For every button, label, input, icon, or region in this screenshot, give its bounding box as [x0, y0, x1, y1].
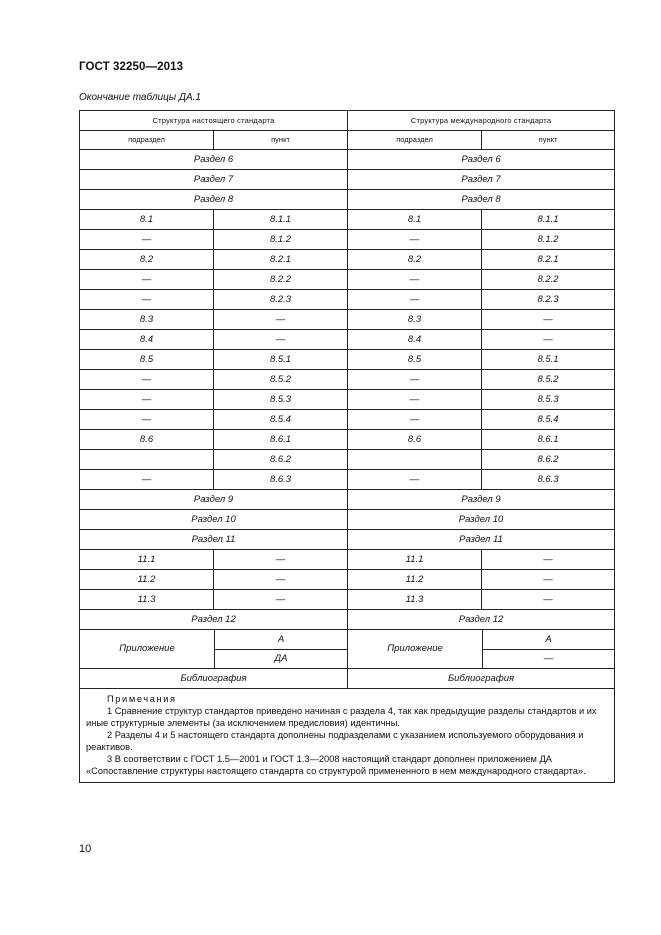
international-item-cell: 8.6.3 [482, 470, 615, 490]
international-item-cell: — [482, 590, 615, 610]
national-subsection-cell: — [80, 390, 214, 410]
international-subsection-cell: — [348, 390, 482, 410]
national-item-cell: 8.6.2 [214, 450, 348, 470]
national-subsection-cell: — [80, 270, 214, 290]
international-subsection-cell: — [348, 470, 482, 490]
national-subsection-cell: 8.6 [80, 430, 214, 450]
national-section-cell: Раздел 12 [80, 610, 348, 630]
national-appendix-item: А [215, 630, 348, 650]
national-item-cell: 8.2.2 [214, 270, 348, 290]
table-row [80, 350, 615, 370]
national-item-cell: — [214, 570, 348, 590]
international-subsection-cell: 8.3 [348, 310, 482, 330]
national-item-cell: 8.1.2 [214, 230, 348, 250]
international-subsection-cell: 8.4 [348, 330, 482, 350]
national-subsection-cell: 8.1 [80, 210, 214, 230]
table-row-appendix [80, 630, 615, 669]
national-appendix-cell [80, 630, 348, 669]
national-subsection-cell: — [80, 410, 214, 430]
national-section-cell: Раздел 6 [80, 150, 348, 170]
national-subsection-header: подраздел [80, 131, 214, 150]
table-row [80, 270, 615, 290]
table-row [80, 290, 615, 310]
table-row [80, 470, 615, 490]
national-subsection-cell: 8.3 [80, 310, 214, 330]
table-body [80, 150, 615, 783]
international-appendix-cell [348, 630, 615, 669]
table-row [80, 310, 615, 330]
national-section-cell: Раздел 11 [80, 530, 348, 550]
international-item-cell: 8.6.2 [482, 450, 615, 470]
international-item-cell: — [482, 550, 615, 570]
international-section-cell: Раздел 7 [348, 170, 615, 190]
table-row [80, 230, 615, 250]
table-row [80, 570, 615, 590]
national-item-cell: — [214, 330, 348, 350]
table-row-section [80, 170, 615, 190]
international-item-cell: 8.1.1 [482, 210, 615, 230]
national-appendix-label: Приложение [80, 630, 215, 668]
national-bibliography-cell: Библиография [80, 669, 348, 689]
table-row [80, 550, 615, 570]
international-subsection-cell: 11.2 [348, 570, 482, 590]
national-section-cell: Раздел 10 [80, 510, 348, 530]
notes-title: Примечания [107, 694, 177, 704]
notes-cell [80, 689, 615, 783]
international-section-cell: Раздел 6 [348, 150, 615, 170]
international-item-cell: 8.5.4 [482, 410, 615, 430]
international-subsection-cell: — [348, 230, 482, 250]
international-section-cell: Раздел 12 [348, 610, 615, 630]
national-subsection-cell: — [80, 290, 214, 310]
note-1: 1 Сравнение структур стандартов приведено начиная с раздела 4, так как предыдущие разделы стандартов и их иные структурные элементы (за исключением предисловия) идентичны. [86, 706, 597, 728]
international-subsection-cell [348, 450, 482, 470]
table-row [80, 390, 615, 410]
international-subsection-cell: 8.5 [348, 350, 482, 370]
table-row-section [80, 530, 615, 550]
national-subsection-cell: — [80, 230, 214, 250]
table-row-section [80, 510, 615, 530]
table-row [80, 430, 615, 450]
structure-comparison-table [79, 110, 615, 783]
national-item-cell: 8.5.2 [214, 370, 348, 390]
national-section-cell: Раздел 8 [80, 190, 348, 210]
national-item-cell: 8.6.1 [214, 430, 348, 450]
table-row [80, 370, 615, 390]
national-section-cell: Раздел 9 [80, 490, 348, 510]
international-item-cell: 8.5.2 [482, 370, 615, 390]
international-item-cell: 8.5.1 [482, 350, 615, 370]
international-item-cell: 8.1.2 [482, 230, 615, 250]
international-item-cell: — [482, 570, 615, 590]
national-item-cell: 8.5.3 [214, 390, 348, 410]
international-item-cell: 8.2.3 [482, 290, 615, 310]
table-row [80, 450, 615, 470]
international-section-cell: Раздел 9 [348, 490, 615, 510]
international-subsection-cell: 8.1 [348, 210, 482, 230]
table-row-section [80, 490, 615, 510]
table-row-section [80, 190, 615, 210]
national-subsection-cell: 8.5 [80, 350, 214, 370]
international-item-header: пункт [482, 131, 615, 150]
international-section-cell: Раздел 10 [348, 510, 615, 530]
international-appendix-item: — [543, 653, 554, 664]
international-subsection-cell: — [348, 370, 482, 390]
national-item-cell: 8.1.1 [214, 210, 348, 230]
international-appendix-label: Приложение [348, 630, 483, 668]
national-item-cell: 8.5.4 [214, 410, 348, 430]
national-item-cell: 8.5.1 [214, 350, 348, 370]
national-item-cell: — [214, 590, 348, 610]
international-section-cell: Раздел 11 [348, 530, 615, 550]
table-row-section [80, 610, 615, 630]
international-subsection-cell: 8.6 [348, 430, 482, 450]
national-subsection-cell: 11.1 [80, 550, 214, 570]
national-subsection-cell: 11.2 [80, 570, 214, 590]
national-item-cell: 8.6.3 [214, 470, 348, 490]
international-subsection-header: подраздел [348, 131, 482, 150]
national-item-header: пункт [214, 131, 348, 150]
international-item-cell: — [482, 310, 615, 330]
note-3: 3 В соответствии с ГОСТ 1.5—2001 и ГОСТ 1.3—2008 настоящий стандарт дополнен приложением ДА «Сопоставление структуры настоящего стандарта со структурой примененного в нем международного стандарта». [86, 754, 586, 776]
national-item-cell: — [214, 310, 348, 330]
international-item-cell: 8.5.3 [482, 390, 615, 410]
note-2: 2 Разделы 4 и 5 настоящего стандарта дополнены подразделами с указанием используемого оборудования и реактивов. [86, 730, 584, 752]
national-subsection-cell: — [80, 470, 214, 490]
international-subsection-cell: 8.2 [348, 250, 482, 270]
international-item-cell: — [482, 330, 615, 350]
international-subsection-cell: — [348, 410, 482, 430]
national-item-cell: 8.2.3 [214, 290, 348, 310]
national-subsection-cell: 8.4 [80, 330, 214, 350]
international-subsection-cell: — [348, 270, 482, 290]
national-structure-header: Структура настоящего стандарта [80, 111, 348, 131]
national-subsection-cell: — [80, 370, 214, 390]
international-section-cell: Раздел 8 [348, 190, 615, 210]
table-row [80, 410, 615, 430]
international-subsection-cell: 11.3 [348, 590, 482, 610]
international-item-cell: 8.2.2 [482, 270, 615, 290]
national-appendix-item: ДА [274, 653, 288, 664]
table-caption: Окончание таблицы ДА.1 [79, 92, 201, 103]
table-row-section [80, 150, 615, 170]
national-item-cell: 8.2.1 [214, 250, 348, 270]
table-row [80, 590, 615, 610]
international-subsection-cell: — [348, 290, 482, 310]
document-title: ГОСТ 32250—2013 [79, 61, 184, 73]
table-row [80, 250, 615, 270]
table-row [80, 330, 615, 350]
national-subsection-cell [80, 450, 214, 470]
national-item-cell: — [214, 550, 348, 570]
international-item-cell: 8.6.1 [482, 430, 615, 450]
international-subsection-cell: 11.1 [348, 550, 482, 570]
national-section-cell: Раздел 7 [80, 170, 348, 190]
international-item-cell: 8.2.1 [482, 250, 615, 270]
international-bibliography-cell: Библиография [348, 669, 615, 689]
page-number: 10 [79, 843, 92, 855]
table-row-bibliography [80, 669, 615, 689]
national-subsection-cell: 11.3 [80, 590, 214, 610]
international-structure-header: Структура международного стандарта [348, 111, 615, 131]
international-appendix-item: А [483, 630, 615, 650]
national-subsection-cell: 8.2 [80, 250, 214, 270]
table-row-notes [80, 689, 615, 783]
table-row [80, 210, 615, 230]
